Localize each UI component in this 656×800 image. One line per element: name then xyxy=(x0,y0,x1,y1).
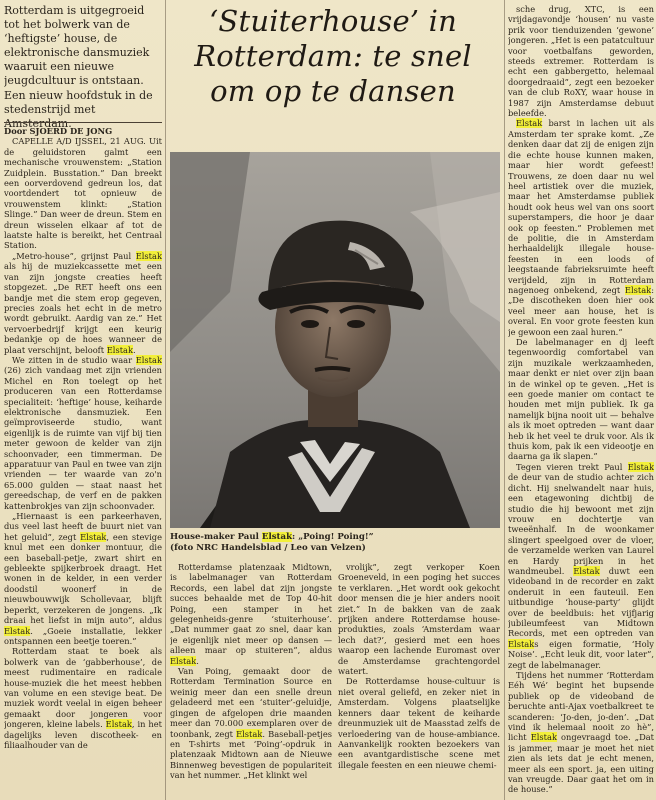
highlighted-name: Elstak xyxy=(624,284,652,295)
highlighted-name: Elstak xyxy=(80,531,107,542)
article-column-3 xyxy=(338,562,500,798)
column-body xyxy=(338,562,500,770)
caption-highlight: Elstak xyxy=(261,532,293,542)
paragraph: Van Poing, gemaakt door de Rotterdam Termination Source en weinig meer dan een snelle dreun geladeerd met een ‘stuiter’-geluidje, gingen de afgelopen drie maanden meer dan 70.000 exemplaren over de toonbank, zegt Elstak. Baseball-petjes en T-shirts met ‘Poing’-opdruk in platenzaak Midtown aan de Nieuwe Binnenweg bevestigen de populariteit van het nummer. „Het klinkt wel xyxy=(170,666,332,781)
highlighted-name: Elstak xyxy=(508,638,535,649)
caption-credit: (foto NRC Handelsblad / Leo van Velzen) xyxy=(170,543,366,553)
caption-text: House-maker Paul xyxy=(170,532,262,542)
highlighted-name: Elstak xyxy=(516,118,543,129)
photo-illustration xyxy=(170,152,500,528)
paragraph: Rotterdamse platenzaak Midtown, is labelmanager van Rotterdam Records, een label dat zijn jongste succes behaalde met de Top 40-hit Poing, een stamper in het gelegenheids-genre ‘stuiterhouse’. „Dat nummer gaat zo snel, daar kan je eigenlijk niet meer op dansen — alleen maar op stuiteren”, aldus Elstak. xyxy=(170,562,332,666)
column-body xyxy=(508,4,654,795)
paragraph: vrolijk”, zegt verkoper Koen Groeneveld, in een poging het succes te verklaren. „Het wordt ook gekocht door mensen die je hier anders nooit ziet.” In de bakken van de zaak prijken andere Rotterdamse house-produkties, zoals ‘Amsterdam waar lech dat?’, gesierd met een hoes waarop een lachende Euromast over de Amsterdamse grachtengordel watert. xyxy=(338,562,500,677)
column-body xyxy=(170,562,332,781)
paragraph: Tegen vieren trekt Paul Elstak de deur van de studio achter zich dicht. Hij snelwandelt naar huis, een etagewoning dichtbij de studio die hij bewoont met zijn vrouw en dochtertje van tweeënhalf. In de woonkamer slingert speelgoed over de vloer, de verzamelde werken van Laurel en Hardy prijken in het wandmeubel. Elstak duwt een videoband in de recorder en zakt onderuit in een fauteuil. Een uitbundige ‘house-party’ glijdt over de beeldbuis: het vijfjarig jubileumfeest van Midtown Records, met een optreden van Elstaks eigen formatie, ‘Holy Noise’. „Echt leuk dit, voor later”, zegt de labelmanager. xyxy=(508,461,654,670)
paragraph: sche drug, XTC, is een vrijdagavondje ‘housen’ nu vaste prik voor tienduizenden ‘gewone’ jongeren. „Het is een patatcultuur voor voetbalfans geworden, steeds extremer. Rotterdam is echt een gabbergetto, helemaal doorgedraaid”, zegt een bezoeker van de club RoXY, waar house in 1987 zijn Amsterdamse debuut beleefde. xyxy=(508,4,654,119)
paragraph: De labelmanager en dj leeft tegenwoordig comfortabel van zijn muzikale werkzaamheden, maar denkt er niet over zijn baan in de winkel op te geven. „Het is een goede manier om contact te houden met mijn publiek. Ik ga namelijk bijna nooit uit — behalve als ik moet optreden — want daar heb ik het veel te druk voor. Als ik thuis kom, pak ik een videootje en daarna ga ik slapen.” xyxy=(508,337,654,462)
caption-quote: : „Poing! Poing!” xyxy=(292,532,374,542)
column-divider xyxy=(165,0,166,800)
highlighted-name: Elstak xyxy=(135,250,162,261)
headline: ‘Stuiterhouse’ in Rotterdam: te snel om op te dansen xyxy=(194,4,472,108)
intro-text: Rotterdam is uitgegroeid tot het bolwerk van de ‘heftigste’ house, de elektronische dansmuziek waaruit een nieuwe jeugdcultuur is ontstaan. Een nieuw hoofdstuk in de stedenstrijd met Amsterdam. xyxy=(4,4,153,130)
paragraph: Tijdens het nummer ‘Rotterdam Eéh Wé’ begint het bupsende publiek op de videoband de beruchte anti-Ajax voetbalkreet te scanderen: ‘Jo-den, jo-den’. „Dat vind ik helemaal nooit zo hè”, licht Elstak ongevraagd toe. „Dat is jammer, maar je moet het niet zien als iets dat je echt menen, meer als een sport. ja, een uiting van vreugde. Daar gaat het om in de house.” xyxy=(508,670,654,795)
article-intro xyxy=(4,4,162,131)
paragraph: De Rotterdamse house-cultuur is niet overal geliefd, en zeker niet in Amsterdam. Volgens plaatselijke kenners daar tekent de keiharde dreunmuziek uit de Maasstad zelfs de verloedering van de house-ambiance. Aanvankelijk rookten bezoekers van een avantgardistische scene met illegale feesten en een nieuwe chemi- xyxy=(338,676,500,770)
byline: Door SJOERD DE JONG xyxy=(4,126,113,136)
highlighted-name: Elstak xyxy=(573,565,600,576)
paragraph: Elstak barst in lachen uit als Amsterdam ter sprake komt. „Ze denken daar dat zij de enigen zijn die echte house kunnen maken, maar hier wordt gefeest! Trouwens, ze doen daar nu wel heel artistiek over die muziek, maar het Amsterdamse publiek houdt ook heus wel van ons soort superstampers, die hoor je daar ook op feesten.” Problemen met de politie, die in Amsterdam herhaaldelijk illegale house-feesten in een loods of leegstaande fabrieksruimte heeft verijdeld, zijn in Rotterdam nagenoeg onbekend, zegt Elstak: „De discotheken doen hier ook veel meer aan house, het is overal. En voor grote feesten kun je gewoon een zaal huren.” xyxy=(508,118,654,337)
column-divider xyxy=(504,0,505,800)
highlighted-name: Elstak xyxy=(530,732,557,743)
paragraph: We zitten in de studio waar Elstak (26) zich vandaag met zijn vrienden Michel en Ron toelegt op het produceren van een Rotterdamse specialiteit: ‘heftige’ house, keiharde elektronische dansmuziek. Een geïmproviseerde studio, want eigenlijk is de ruimte van vijf bij tien meter gewoon de kelder van zijn schoonvader, een timmerman. De apparatuur van Paul en twee van zijn vrienden — ter waarde van zo'n 65.000 gulden — staat naast het gereedschap, de verf en de pakken kattenbrokjes van zijn schoonvader. xyxy=(4,354,162,511)
highlighted-name: Elstak xyxy=(627,461,654,472)
highlighted-name: Elstak xyxy=(4,625,31,636)
paragraph: Rotterdam staat te boek als bolwerk van de ‘gabberhouse’, de meest rudimentaire en radicale house-muziek die het meest hebben van volume en een stevige beat. De muziek wordt veelal in eigen beheer gemaakt door jongeren voor jongeren, kleine labels. Elstak, in het dagelijks leven discotheek- en filiaalhouder van de xyxy=(4,646,162,750)
article-column-2 xyxy=(170,562,332,798)
highlighted-name: Elstak xyxy=(170,655,197,666)
portrait-photo xyxy=(170,152,500,528)
column-body xyxy=(4,136,162,750)
article-column-1 xyxy=(4,126,162,798)
intro-divider xyxy=(4,122,162,123)
paragraph: „Hiernaast is een parkeerhaven, dus veel last heeft de buurt niet van het geluid”, zegt Elstak, een stevige knul met een donker montuur, die een baseball-petje, zwart shirt en gebleekte spijkerbroek draagt. Het wonen in de kelder, in een verder doodstil woonerf in de nieuwbouwwijk Schollevaar, blijft beperkt, verzekeren de jongens. „Ik draai het liefst in mijn auto”, aldus Elstak. „Goeie installatie, lekker ontspannen een beetje toeren.” xyxy=(4,511,162,646)
paragraph: CAPELLE A/D IJSSEL, 21 AUG. Uit de geluidstoren galmt een mechanische vrouwenstem: „Station Zuidplein. Busstation.” Dan breekt een oorverdovend gedreun los, dat voortdendert tot opnieuw de vrouwenstem klinkt: „Station Slinge.” Dan weer de dreun. Stem en dreun wisselen elkaar af tot de laatste halte is bereikt, het Centraal Station. xyxy=(4,136,162,251)
highlighted-name: Elstak xyxy=(135,354,162,365)
photo-caption xyxy=(170,532,500,554)
article-column-4 xyxy=(508,4,654,798)
highlighted-name: Elstak xyxy=(106,344,134,355)
highlighted-name: Elstak xyxy=(236,728,263,739)
paragraph: „Metro-house”, grijnst Paul Elstak als hij de muziekcassette met een van zijn jongste creaties heeft stopgezet. „De RET heeft ons een bandje met die stem erop gegeven, precies zoals het echt in de metro wordt gebruikt. Aardig van ze.” Het vervoerbedrijf krijgt een keurig bedankje op de hoes wanneer de plaat verschijnt, belooft Elstak. xyxy=(4,250,162,355)
highlighted-name: Elstak xyxy=(105,719,132,730)
